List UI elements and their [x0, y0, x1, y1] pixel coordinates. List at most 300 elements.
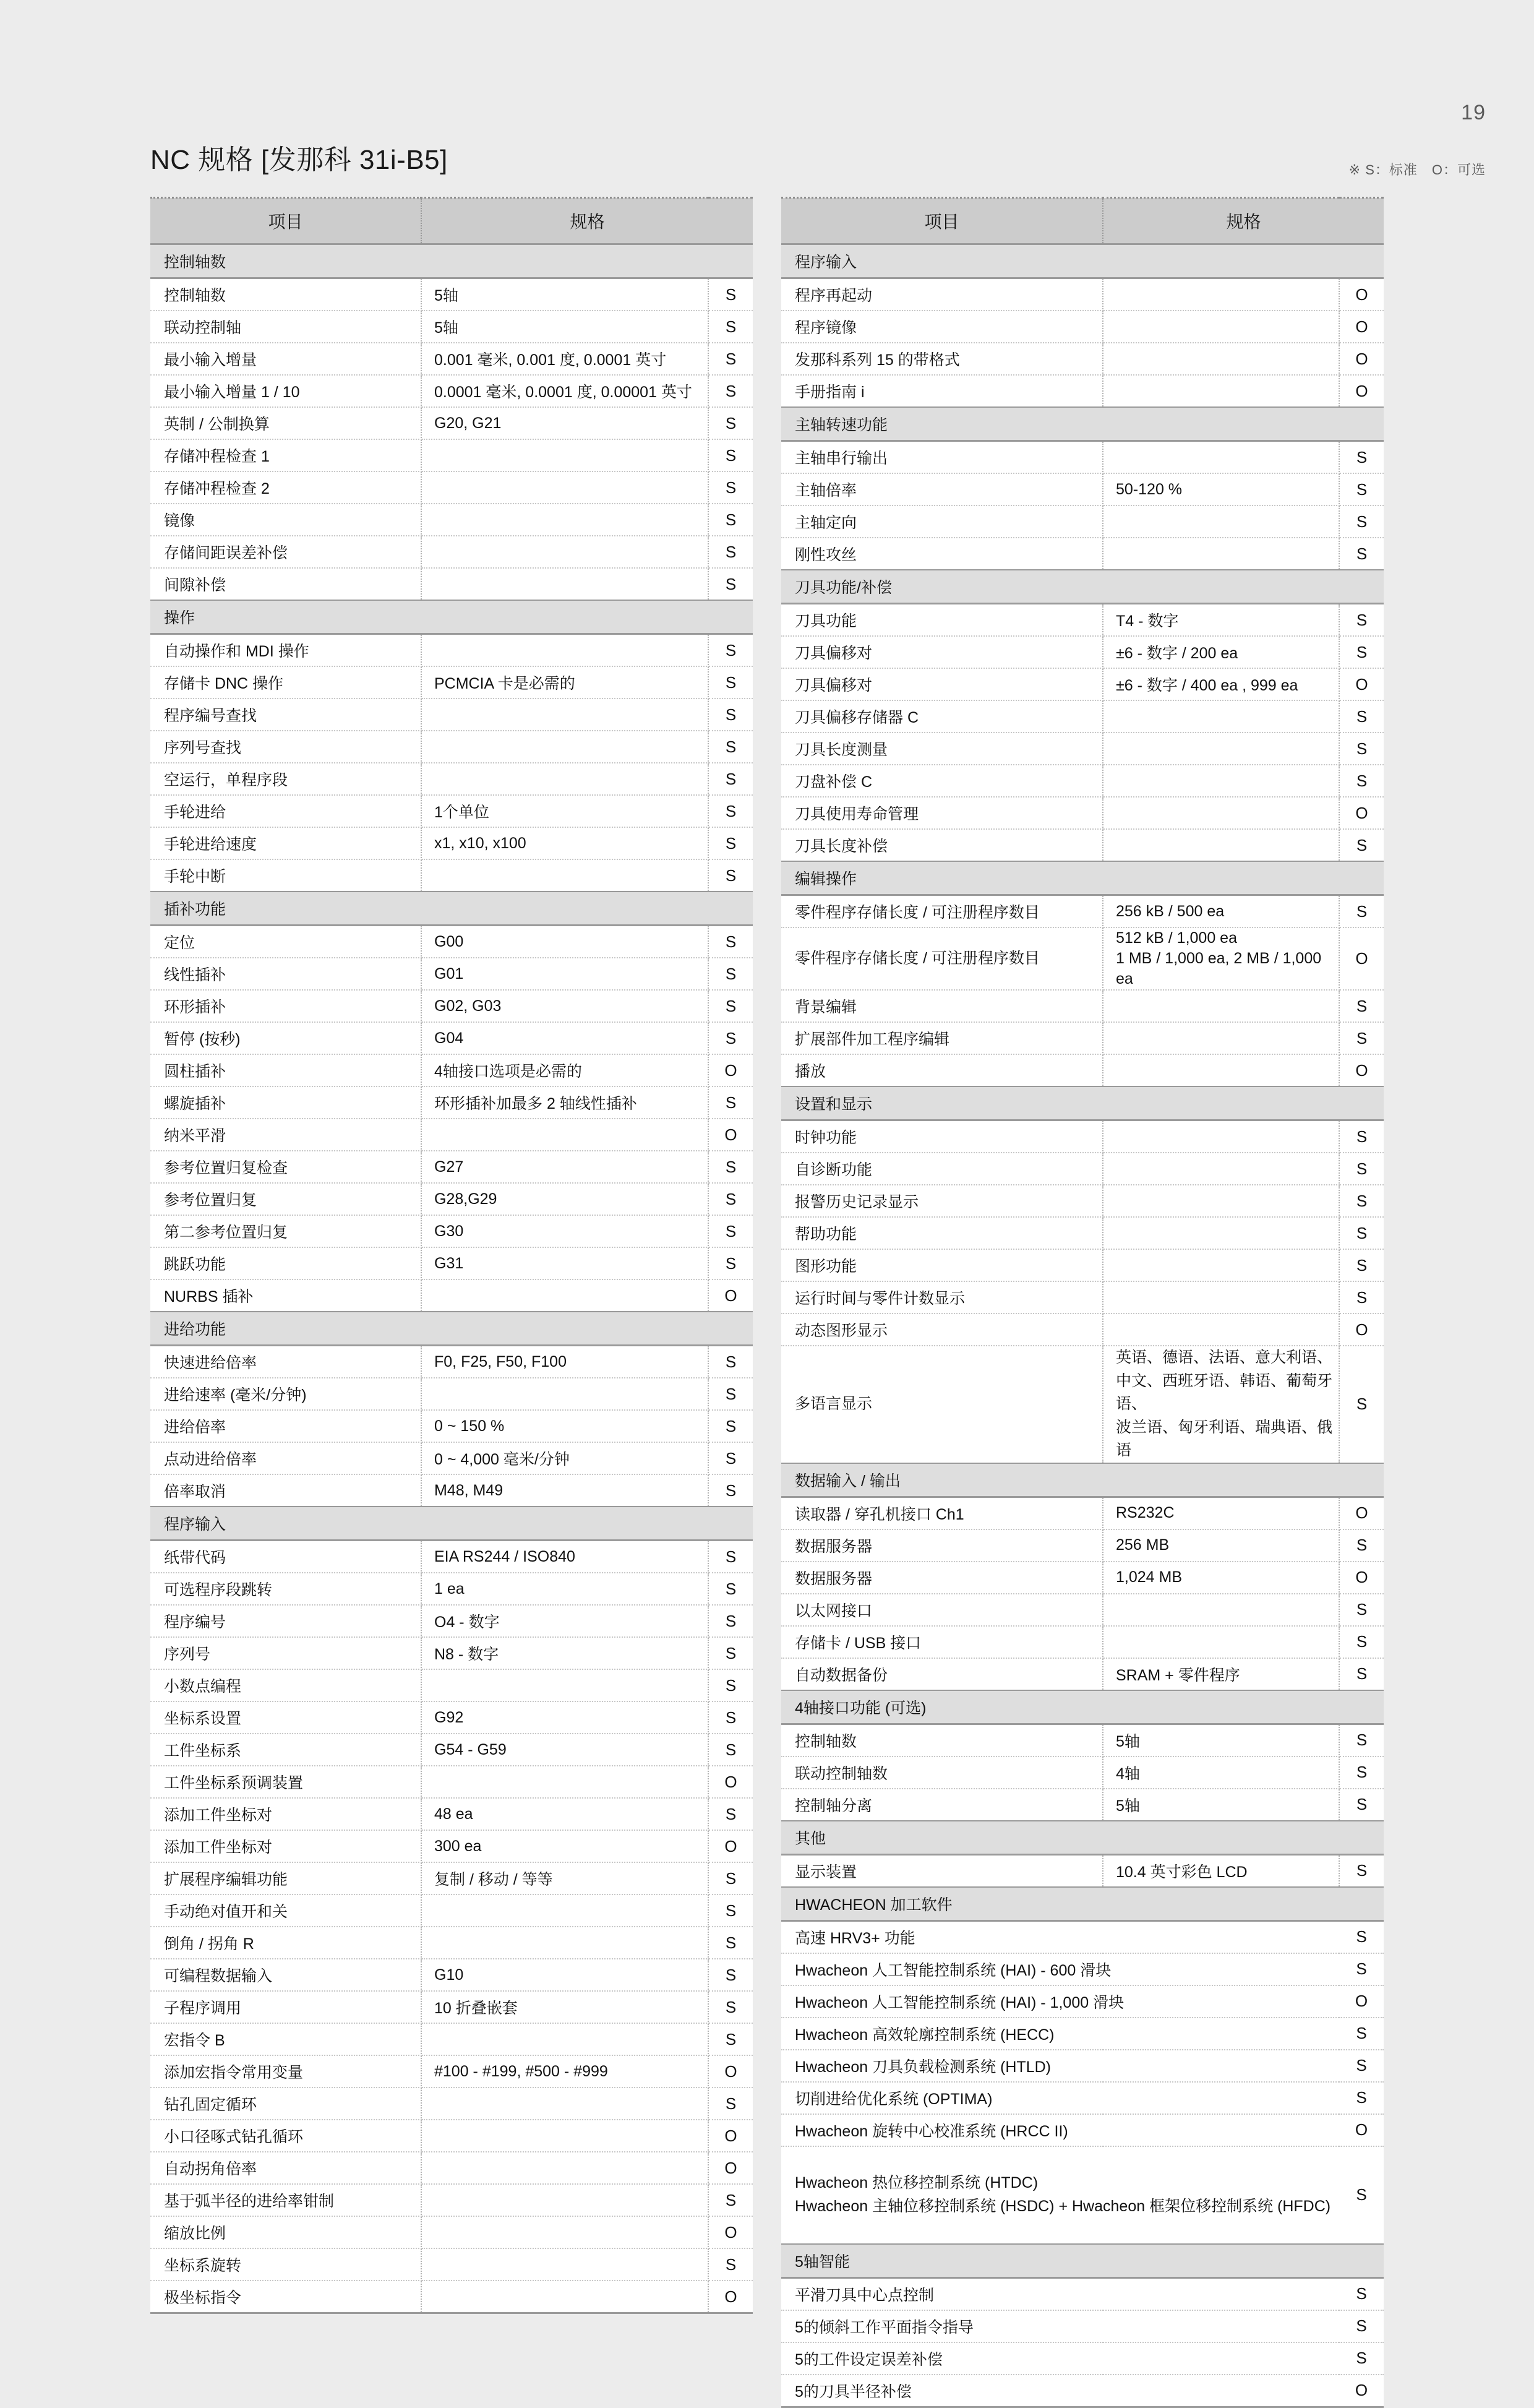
row-item-label: 环形插补	[150, 990, 421, 1022]
row-item-label: 存储卡 DNC 操作	[150, 666, 421, 699]
right-column	[781, 197, 1384, 2408]
left-table-body	[150, 244, 753, 2313]
row-spec-value: M48, M49	[421, 1474, 708, 1507]
row-spec-value: F0, F25, F50, F100	[421, 1346, 708, 1378]
row-spec-value	[1103, 1217, 1339, 1249]
row-standard-option-flag: O	[1339, 1985, 1384, 2018]
row-item-label: 刀具功能	[781, 604, 1103, 637]
row-spec-value	[421, 731, 708, 763]
row-standard-option-flag: S	[1339, 2082, 1384, 2114]
row-item-label: 数据服务器	[781, 1562, 1103, 1594]
row-item-label: 间隙补偿	[150, 568, 421, 600]
row-standard-option-flag: S	[1339, 700, 1384, 733]
right-table-body	[781, 244, 1384, 2407]
section-header-row	[781, 244, 1384, 278]
row-standard-option-flag: S	[1339, 604, 1384, 637]
row-item-label: 程序镜像	[781, 311, 1103, 343]
table-row	[781, 1185, 1384, 1217]
row-spec-value: RS232C	[1103, 1497, 1339, 1529]
row-item-label: 零件程序存储长度 / 可注册程序数目	[781, 927, 1103, 990]
table-row	[150, 311, 753, 343]
table-row	[150, 1378, 753, 1410]
row-spec-value: 0.0001 毫米, 0.0001 度, 0.00001 英寸	[421, 375, 708, 407]
row-spec-value	[421, 2023, 708, 2055]
table-row	[150, 1766, 753, 1798]
row-spec-value	[1103, 700, 1339, 733]
row-standard-option-flag: O	[1339, 668, 1384, 700]
row-standard-option-flag: O	[1339, 1314, 1384, 1346]
section-label: 刀具功能/补偿	[781, 570, 1384, 604]
row-standard-option-flag: S	[1339, 505, 1384, 538]
row-standard-option-flag: S	[1339, 1789, 1384, 1821]
row-item-label: 参考位置归复	[150, 1183, 421, 1215]
row-item-label: 空运行，单程序段	[150, 763, 421, 795]
table-row	[150, 1054, 753, 1086]
row-standard-option-flag: S	[708, 2088, 753, 2120]
row-item-label: 读取器 / 穿孔机接口 Ch1	[781, 1497, 1103, 1529]
table-row	[150, 1151, 753, 1183]
row-spec-value: ±6 - 数字 / 200 ea	[1103, 636, 1339, 668]
table-row	[781, 668, 1384, 700]
row-spec-value: 5轴	[421, 278, 708, 311]
table-row	[150, 731, 753, 763]
row-item-label: 以太网接口	[781, 1594, 1103, 1626]
row-spec-value	[1103, 765, 1339, 797]
row-standard-option-flag: S	[708, 827, 753, 859]
row-standard-option-flag: S	[1339, 829, 1384, 861]
row-standard-option-flag: S	[708, 731, 753, 763]
row-standard-option-flag: O	[1339, 927, 1384, 990]
row-item-label: 宏指令 B	[150, 2023, 421, 2055]
row-item-label: 程序编号查找	[150, 699, 421, 731]
row-spec-value: G28,G29	[421, 1183, 708, 1215]
section-header-row	[781, 1821, 1384, 1855]
row-spec-value: 复制 / 移动 / 等等	[421, 1862, 708, 1894]
table-row	[781, 2082, 1384, 2114]
table-row	[150, 568, 753, 600]
row-standard-option-flag: S	[1339, 1626, 1384, 1658]
section-header-row	[150, 1312, 753, 1346]
table-row	[781, 1281, 1384, 1314]
row-spec-value: 10.4 英寸彩色 LCD	[1103, 1854, 1339, 1887]
row-standard-option-flag: S	[708, 1247, 753, 1279]
row-spec-value	[421, 2120, 708, 2152]
row-standard-option-flag: S	[1339, 1724, 1384, 1757]
row-standard-option-flag: S	[708, 2184, 753, 2216]
row-spec-value: 5轴	[421, 311, 708, 343]
row-spec-value	[1103, 311, 1339, 343]
table-row	[781, 2050, 1384, 2082]
table-row	[150, 1798, 753, 1830]
table-header-row	[150, 198, 753, 244]
table-row	[150, 1862, 753, 1894]
row-standard-option-flag: O	[708, 2120, 753, 2152]
row-spec-value: 256 kB / 500 ea	[1103, 895, 1339, 928]
row-item-label: 序列号	[150, 1637, 421, 1669]
row-item-label: 进给倍率	[150, 1410, 421, 1442]
row-item-label: 快速进给倍率	[150, 1346, 421, 1378]
row-standard-option-flag: S	[708, 1862, 753, 1894]
row-standard-option-flag: S	[708, 699, 753, 731]
row-spec-value	[421, 634, 708, 667]
row-standard-option-flag: S	[1339, 765, 1384, 797]
row-item-label: 存储冲程检查 1	[150, 439, 421, 471]
page-number: 19	[1461, 101, 1486, 124]
row-spec-value	[421, 471, 708, 504]
table-row	[150, 2088, 753, 2120]
row-spec-value: 1,024 MB	[1103, 1562, 1339, 1594]
section-header-row	[781, 407, 1384, 441]
table-row	[150, 1637, 753, 1669]
row-item-label: 刀具使用寿命管理	[781, 797, 1103, 829]
row-spec-value: 0 ~ 150 %	[421, 1410, 708, 1442]
row-item-label: 联动控制轴数	[781, 1757, 1103, 1789]
row-standard-option-flag: S	[708, 407, 753, 439]
row-item-label: 工件坐标系	[150, 1734, 421, 1766]
row-item-label: 添加工件坐标对	[150, 1830, 421, 1862]
table-row	[150, 2248, 753, 2281]
row-standard-option-flag: S	[708, 1151, 753, 1183]
row-spec-value: 1个单位	[421, 795, 708, 827]
row-spec-value	[421, 859, 708, 892]
row-spec-value	[1103, 733, 1339, 765]
row-spec-value	[421, 1119, 708, 1151]
row-standard-option-flag: S	[708, 1637, 753, 1669]
row-spec-value: 英语、德语、法语、意大利语、 中文、西班牙语、韩语、葡萄牙语、 波兰语、匈牙利语、瑞典语、俄语	[1103, 1346, 1339, 1463]
row-item-label: 动态图形显示	[781, 1314, 1103, 1346]
row-spec-value	[1103, 1153, 1339, 1185]
row-spec-value: G92	[421, 1701, 708, 1734]
row-standard-option-flag: S	[708, 958, 753, 990]
table-row	[781, 1562, 1384, 1594]
row-item-label: 跳跃功能	[150, 1247, 421, 1279]
table-row	[150, 1022, 753, 1054]
row-item-label: 刚性攻丝	[781, 538, 1103, 570]
row-spec-value: 5轴	[1103, 1789, 1339, 1821]
section-header-row	[781, 861, 1384, 895]
row-spec-value: G10	[421, 1959, 708, 1991]
table-row	[150, 1959, 753, 1991]
table-row	[781, 1953, 1384, 1985]
row-item-label: 可选程序段跳转	[150, 1573, 421, 1605]
table-row	[150, 990, 753, 1022]
row-item-label: 定位	[150, 926, 421, 958]
row-spec-value	[1103, 343, 1339, 375]
table-row	[781, 441, 1384, 474]
table-row	[150, 1183, 753, 1215]
table-row	[150, 1119, 753, 1151]
row-item-label: Hwacheon 高效轮廓控制系统 (HECC)	[781, 2018, 1339, 2050]
table-row	[150, 1442, 753, 1474]
row-spec-value: G00	[421, 926, 708, 958]
row-item-label: 进给速率 (毫米/分钟)	[150, 1378, 421, 1410]
row-standard-option-flag: S	[708, 1378, 753, 1410]
table-row	[150, 471, 753, 504]
row-item-label: 坐标系设置	[150, 1701, 421, 1734]
row-standard-option-flag: S	[1339, 1217, 1384, 1249]
spec-columns	[150, 197, 1384, 2408]
left-spec-table	[150, 197, 753, 2314]
row-spec-value: #100 - #199, #500 - #999	[421, 2055, 708, 2088]
row-standard-option-flag: S	[1339, 1529, 1384, 1562]
row-standard-option-flag: S	[708, 439, 753, 471]
section-label: 主轴转速功能	[781, 407, 1384, 441]
table-row	[150, 536, 753, 568]
section-label: 设置和显示	[781, 1086, 1384, 1120]
row-spec-value	[1103, 505, 1339, 538]
row-standard-option-flag: S	[1339, 1594, 1384, 1626]
row-item-label: 扩展部件加工程序编辑	[781, 1022, 1103, 1054]
row-item-label: 自动数据备份	[781, 1658, 1103, 1690]
section-label: 其他	[781, 1821, 1384, 1855]
table-row	[150, 666, 753, 699]
row-standard-option-flag: S	[1339, 1153, 1384, 1185]
row-item-label: 暂停 (按秒)	[150, 1022, 421, 1054]
row-item-label: 程序再起动	[781, 278, 1103, 311]
row-standard-option-flag: S	[1339, 2342, 1384, 2375]
row-standard-option-flag: O	[1339, 311, 1384, 343]
row-spec-value: O4 - 数字	[421, 1605, 708, 1637]
row-standard-option-flag: S	[708, 1669, 753, 1701]
table-row	[150, 278, 753, 311]
table-row	[781, 1757, 1384, 1789]
section-header-row	[781, 2244, 1384, 2278]
row-item-label: 显示装置	[781, 1854, 1103, 1887]
row-item-label: 刀具偏移对	[781, 636, 1103, 668]
table-row	[150, 1215, 753, 1247]
table-row	[150, 2216, 753, 2248]
table-row	[781, 1594, 1384, 1626]
table-row	[150, 1410, 753, 1442]
row-item-label: 参考位置归复检查	[150, 1151, 421, 1183]
row-standard-option-flag: S	[708, 1183, 753, 1215]
row-standard-option-flag: S	[708, 471, 753, 504]
section-label: 插补功能	[150, 892, 753, 926]
row-spec-value: 10 折叠嵌套	[421, 1991, 708, 2023]
row-standard-option-flag: S	[1339, 2146, 1384, 2244]
table-row	[150, 375, 753, 407]
row-spec-value	[421, 1766, 708, 1798]
row-item-label: 5的倾斜工作平面指令指导	[781, 2310, 1339, 2342]
table-row	[781, 1153, 1384, 1185]
row-item-label: 高速 HRV3+ 功能	[781, 1920, 1339, 1953]
row-standard-option-flag: S	[708, 1991, 753, 2023]
row-item-label: 镜像	[150, 504, 421, 536]
row-item-label: 自动拐角倍率	[150, 2152, 421, 2184]
table-row	[150, 1474, 753, 1507]
table-row	[150, 1279, 753, 1312]
row-standard-option-flag: S	[1339, 538, 1384, 570]
row-standard-option-flag: O	[1339, 2114, 1384, 2146]
table-row	[781, 2018, 1384, 2050]
row-spec-value	[421, 1279, 708, 1312]
row-spec-value: 0 ~ 4,000 毫米/分钟	[421, 1442, 708, 1474]
row-item-label: Hwacheon 人工智能控制系统 (HAI) - 1,000 滑块	[781, 1985, 1339, 2018]
row-spec-value: 0.001 毫米, 0.001 度, 0.0001 英寸	[421, 343, 708, 375]
row-standard-option-flag: O	[1339, 375, 1384, 407]
table-row	[781, 1626, 1384, 1658]
table-row	[150, 1734, 753, 1766]
row-standard-option-flag: O	[708, 2281, 753, 2313]
section-header-row	[150, 1507, 753, 1541]
row-item-label: 缩放比例	[150, 2216, 421, 2248]
table-row	[781, 538, 1384, 570]
row-spec-value: G31	[421, 1247, 708, 1279]
row-item-label: 发那科系列 15 的带格式	[781, 343, 1103, 375]
row-item-label: 倒角 / 拐角 R	[150, 1927, 421, 1959]
table-row	[781, 927, 1384, 990]
table-row	[781, 1985, 1384, 2018]
row-spec-value: 1 ea	[421, 1573, 708, 1605]
table-row	[781, 1249, 1384, 1281]
row-spec-value	[421, 763, 708, 795]
row-standard-option-flag: S	[708, 990, 753, 1022]
row-standard-option-flag: S	[708, 504, 753, 536]
row-item-label: 钻孔固定循环	[150, 2088, 421, 2120]
row-item-label: 添加工件坐标对	[150, 1798, 421, 1830]
table-row	[150, 1605, 753, 1637]
table-row	[781, 375, 1384, 407]
row-item-label: 控制轴数	[781, 1724, 1103, 1757]
row-spec-value: x1, x10, x100	[421, 827, 708, 859]
row-standard-option-flag: S	[708, 1022, 753, 1054]
row-item-label: Hwacheon 热位移控制系统 (HTDC) Hwacheon 主轴位移控制系统 (HSDC) + Hwacheon 框架位移控制系统 (HFDC)	[781, 2146, 1339, 2244]
row-standard-option-flag: S	[1339, 733, 1384, 765]
table-row	[781, 1789, 1384, 1821]
row-spec-value	[1103, 1120, 1339, 1153]
row-standard-option-flag: S	[708, 926, 753, 958]
row-spec-value	[421, 2281, 708, 2313]
row-standard-option-flag: S	[1339, 1346, 1384, 1463]
row-spec-value	[421, 2216, 708, 2248]
table-row	[150, 1991, 753, 2023]
row-standard-option-flag: O	[708, 1766, 753, 1798]
row-spec-value: G54 - G59	[421, 1734, 708, 1766]
row-standard-option-flag: S	[708, 1474, 753, 1507]
section-label: 程序输入	[781, 244, 1384, 278]
row-standard-option-flag: O	[708, 1830, 753, 1862]
table-row	[781, 2342, 1384, 2375]
row-item-label: 刀具偏移对	[781, 668, 1103, 700]
table-row	[150, 958, 753, 990]
row-standard-option-flag: S	[1339, 1920, 1384, 1953]
row-item-label: 零件程序存储长度 / 可注册程序数目	[781, 895, 1103, 928]
row-standard-option-flag: S	[708, 763, 753, 795]
section-header-row	[150, 244, 753, 278]
row-item-label: 坐标系旋转	[150, 2248, 421, 2281]
row-item-label: 主轴串行输出	[781, 441, 1103, 474]
section-label: 程序输入	[150, 1507, 753, 1541]
row-standard-option-flag: O	[1339, 278, 1384, 311]
row-item-label: 英制 / 公制换算	[150, 407, 421, 439]
row-standard-option-flag: O	[1339, 2375, 1384, 2407]
section-label: 编辑操作	[781, 861, 1384, 895]
row-spec-value	[1103, 538, 1339, 570]
table-row	[781, 829, 1384, 861]
row-spec-value	[421, 1927, 708, 1959]
section-label: 操作	[150, 600, 753, 634]
right-spec-table	[781, 197, 1384, 2408]
table-row	[781, 1346, 1384, 1463]
row-standard-option-flag: S	[1339, 473, 1384, 505]
table-row	[150, 699, 753, 731]
row-standard-option-flag: S	[1339, 1249, 1384, 1281]
table-row	[781, 1658, 1384, 1690]
row-standard-option-flag: S	[708, 1927, 753, 1959]
section-label: 4轴接口功能 (可选)	[781, 1690, 1384, 1724]
row-standard-option-flag: S	[708, 311, 753, 343]
table-row	[150, 1346, 753, 1378]
row-standard-option-flag: O	[1339, 1497, 1384, 1529]
row-spec-value: 环形插补加最多 2 轴线性插补	[421, 1086, 708, 1119]
row-standard-option-flag: S	[708, 1086, 753, 1119]
row-item-label: 多语言显示	[781, 1346, 1103, 1463]
table-row	[150, 859, 753, 892]
table-row	[150, 1573, 753, 1605]
row-spec-value	[421, 504, 708, 536]
row-spec-value	[1103, 1281, 1339, 1314]
row-spec-value	[1103, 278, 1339, 311]
row-standard-option-flag: S	[708, 1959, 753, 1991]
section-header-row	[781, 1690, 1384, 1724]
table-row	[781, 1217, 1384, 1249]
row-item-label: 点动进给倍率	[150, 1442, 421, 1474]
row-item-label: 刀具长度测量	[781, 733, 1103, 765]
table-row	[781, 343, 1384, 375]
row-standard-option-flag: S	[1339, 1757, 1384, 1789]
row-item-label: 极坐标指令	[150, 2281, 421, 2313]
row-spec-value	[1103, 1054, 1339, 1086]
row-standard-option-flag: S	[1339, 1953, 1384, 1985]
row-standard-option-flag: S	[708, 795, 753, 827]
table-row	[781, 2310, 1384, 2342]
row-standard-option-flag: S	[1339, 2018, 1384, 2050]
row-standard-option-flag: S	[1339, 1281, 1384, 1314]
row-item-label: 手动绝对值开和关	[150, 1894, 421, 1927]
section-header-row	[781, 1086, 1384, 1120]
table-row	[781, 1529, 1384, 1562]
row-item-label: NURBS 插补	[150, 1279, 421, 1312]
row-item-label: 播放	[781, 1054, 1103, 1086]
table-row	[150, 926, 753, 958]
row-standard-option-flag: S	[708, 278, 753, 311]
row-spec-value: SRAM + 零件程序	[1103, 1658, 1339, 1690]
row-spec-value: G04	[421, 1022, 708, 1054]
table-row	[150, 1247, 753, 1279]
row-standard-option-flag: O	[1339, 1054, 1384, 1086]
row-item-label: 切削进给优化系统 (OPTIMA)	[781, 2082, 1339, 2114]
row-item-label: 主轴倍率	[781, 473, 1103, 505]
row-spec-value: EIA RS244 / ISO840	[421, 1541, 708, 1573]
row-item-label: 5的刀具半径补偿	[781, 2375, 1339, 2407]
row-standard-option-flag: S	[708, 1410, 753, 1442]
row-standard-option-flag: S	[708, 343, 753, 375]
row-standard-option-flag: S	[1339, 2310, 1384, 2342]
row-spec-value: 4轴	[1103, 1757, 1339, 1789]
row-item-label: 工件坐标系预调装置	[150, 1766, 421, 1798]
row-standard-option-flag: O	[708, 1054, 753, 1086]
row-item-label: 程序编号	[150, 1605, 421, 1637]
table-row	[781, 1724, 1384, 1757]
table-row	[781, 1920, 1384, 1953]
row-spec-value: ±6 - 数字 / 400 ea , 999 ea	[1103, 668, 1339, 700]
table-row	[150, 439, 753, 471]
section-header-row	[150, 600, 753, 634]
row-spec-value	[1103, 1249, 1339, 1281]
row-spec-value	[421, 1378, 708, 1410]
row-standard-option-flag: S	[1339, 1658, 1384, 1690]
row-standard-option-flag: S	[708, 1605, 753, 1637]
